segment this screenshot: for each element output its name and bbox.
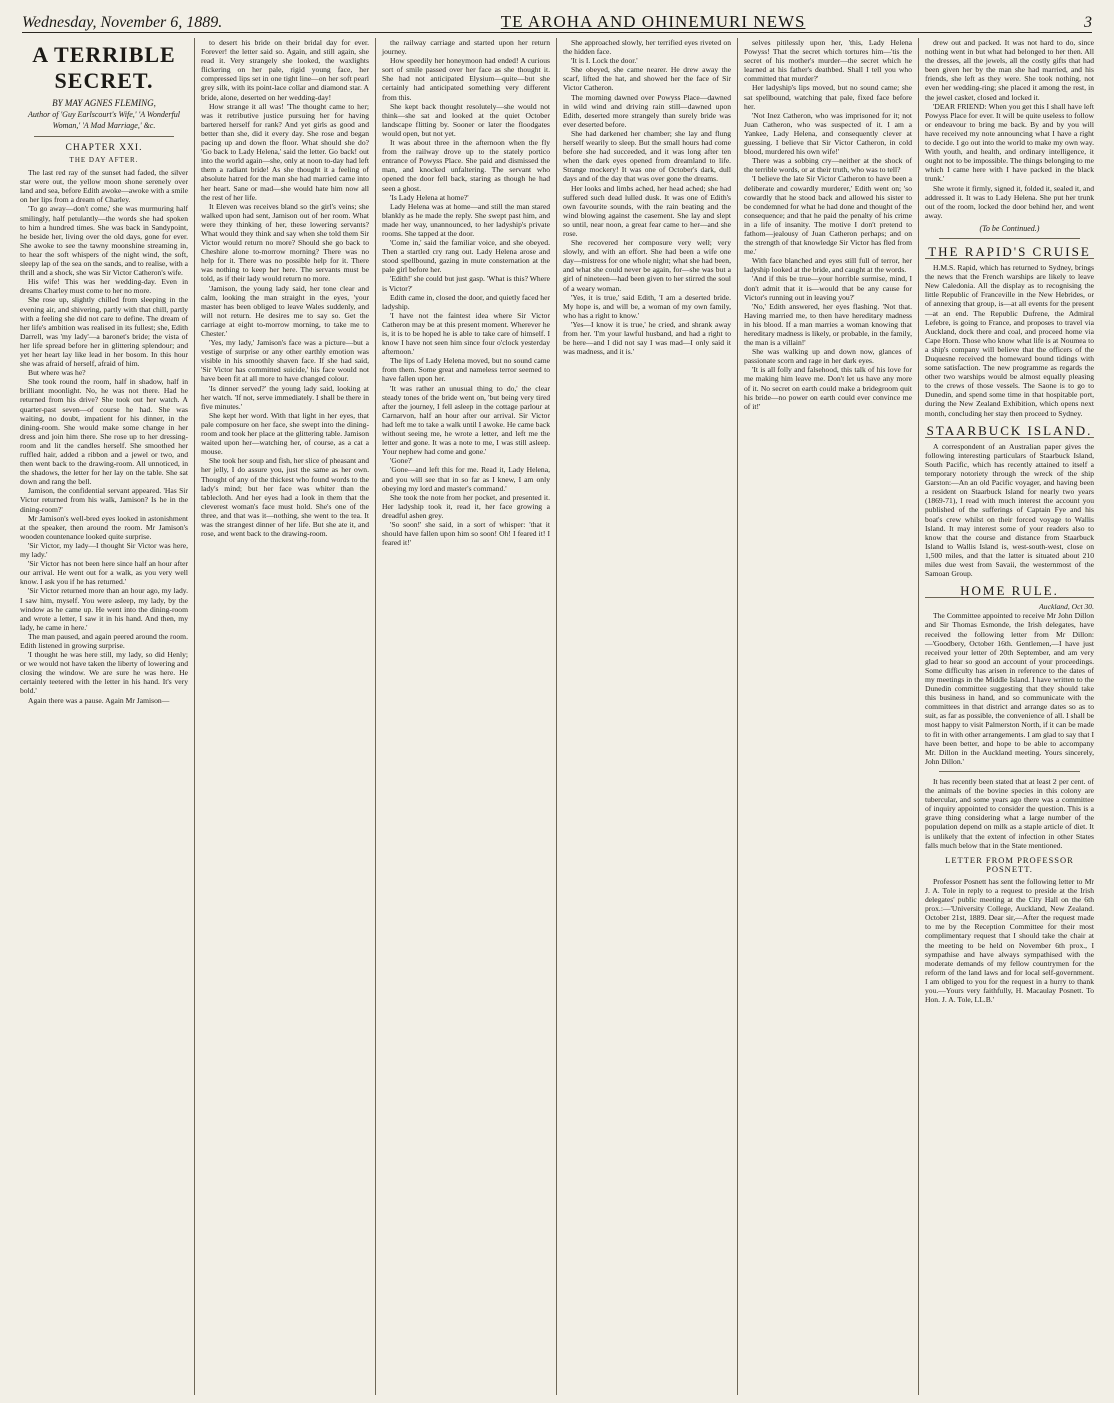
paragraph: 'Sir Victor returned more than an hour ago, my lady. I saw him, myself. You were asleep, my lady, by the window as he came up. He went into the dining-room and wrote a letter, I saw it in his hand. And then, my lady, he came in here.' (20, 586, 188, 632)
rapids-cruise-text (925, 263, 1094, 418)
paragraph: 'So soon!' she said, in a sort of whisper: 'that it should have fallen upon him so soon! Oh! I feared it! I feared it!' (382, 519, 550, 548)
column-text (744, 38, 912, 411)
story-author-line: Author of 'Guy Earlscourt's Wife,' 'A Wonderful Woman,' 'A Mad Marriage,' &c. (28, 110, 180, 130)
paragraph: 'Not Inez Catheron, who was imprisoned for it; not Juan Catheron, who was suspected of it. I am a Yankee, Lady Helena, and consequently clever at guessing. I believe that Sir Victor Catheron, in cold blood, murdered his own wife!' (744, 110, 912, 157)
paragraph: How strange it all was! 'The thought came to her; was it retributive justice pursuing her for having bartered herself for rank? And yet girls as good and better than she, did it every day. She rose and began pacing up and down the floor. What should she do? 'Go back to Lady Helena,' said the letter. Go back! out into the world again—she, only at noon to-day had left them a radiant bride! As she thought it a feeling of absolute hatred for the man she had married came into her heart. Sane or mad—she would hate him now all the rest of her life. (201, 101, 369, 202)
paragraph: 'I thought he was here still, my lady, so did Henly; or we would not have taken the liberty of lowering and closing the window. We are sure he was here. He certainly teetered with the letter in his hand. It's very bold.' (20, 650, 188, 696)
paragraph: She took round the room, half in shadow, half in brilliant moonlight. No, he was not there. Had he returned from his drive? She took out her watch. A quarter-past seven—of course he had. She was waiting, no doubt, impatient for his dinner, in the dining-room. She would make some change in her dress and join him there. She rose up to her dressing-room and lit the candles herself. She smoothed her ruffled hair, added a ribbon and a jewel or two, and then went back to the drawing-room. All unnoticed, in the shadows, the letter for her lay on the table. She sat down and rang the bell. (20, 377, 188, 487)
paragraph: the railway carriage and started upon her return journey. (382, 38, 550, 57)
paragraph: 'It is all folly and falsehood, this talk of his love for me making him leave me. Don't let us have any more of it. No secret on earth could make a bridegroom quit his bride—no power on earth could ever convince me of it!' (744, 365, 912, 411)
paragraph: Again there was a pause. Again Mr Jamison— (28, 695, 170, 705)
paragraph: The last red ray of the sunset had faded, the silver star were out, the yellow moon shone serenely over land and sea, before Edith awoke—awoke with a smile on her lips from a dream of Charley. (20, 168, 188, 205)
paragraph: 'I believe the late Sir Victor Catheron to have been a deliberate and cowardly murderer,' Edith went on; 'so cowardly that he stood back and allowed his sister to be condemned for what he had done and thought of the consequence; and that he paid the penalty of his crime in a life of insanity. The motive I don't pretend to fathom—jealousy of Juan Catheron perhaps; and on the strength of that knowledge Sir Victor has fled from me.' (744, 174, 912, 257)
column-6 (919, 38, 1100, 1395)
paragraph: 'Gone?' (390, 456, 413, 466)
chapter-heading: CHAPTER XXI. (65, 143, 143, 153)
paragraph: drew out and packed. It was not hard to do, since nothing went in but what had belonged to her then. All the dresses, all the jewels, all the costly gifts that had been given her by the man she had married, and his friends, she left as they were. She took nothing, not even her wedding-ring; she placed it among the rest, in the jewel casket, closed and locked it. (925, 38, 1094, 102)
chapter-subheading: THE DAY AFTER. (69, 156, 139, 164)
home-rule-dateline: Auckland, Oct 30. (1039, 602, 1094, 612)
paragraph: 'Come in,' said the familiar voice, and she obeyed. Then a startled cry rang out. Lady Helena arose and stood spellbound, gazing in mute consternation at the pale girl before her. (382, 238, 550, 275)
paragraph: 'No,' Edith answered, her eyes flashing. 'Not that. Having married me, to then have hereditary madness in his blood. If a man marries a woman knowing that hereditary madness is likely, or probable, in the family, the man is a villain!' (744, 301, 912, 348)
paragraph: She took her soup and fish, her slice of pheasant and her jelly, I do assure you, just the same as her own. Thought of any of the thickest who found words to the lady's mind; but her face was whiter than the tablecloth. And her eyes had a look in them that the cleverest woman's face must hold. She's one of the three, and that was it—nothing, she went to the tea. It was the strangest dinner of her life. But she ate it, and rose, and went back to the drawing-room. (201, 456, 369, 539)
masthead (22, 6, 1092, 33)
column-5 (738, 38, 919, 1395)
issue-date: Wednesday, November 6, 1889. (22, 14, 223, 31)
paragraph: 'It was rather an unusual thing to do,' the clear steady tones of the bride went on, 'but being very tired after the journey, I fell asleep in the cottage parlour at Carnarvon, half an hour after our arrival. Sir Victor had left me to take a walk until I awoke. He came back without seeing me, he wrote a letter, and left me the letter and gone. It was a note to me, I was still asleep. Your nephew had come and gone.' (382, 383, 550, 457)
paragraph: Professor Posnett has sent the following letter to Mr J. A. Tole in reply to a request to preside at the Irish delegates' public meeting at the City Hall on the 6th prox.:—'University College, Auckland, New Zealand. October 21st, 1889. Dear sir,—After the request made to me by the Reception Committee for their most complimentary request that I should take the chair at the meeting to be held on November 6th prox., I sympathise and have always sympathised with the moderate demands of my fellow countrymen for the reform of the land laws and for local self-government. I am obliged to you for the request in a hurry to thank you.—Yours very faithfully, H. Macaulay Posnett. To Hon. J. A. Tole, LL.B.' (925, 876, 1094, 1005)
paragraph: Her ladyship's lips moved, but no sound came; she sat spellbound, watching that pale, fixed face before her. (744, 83, 912, 111)
paragraph: Edith came in, closed the door, and quietly faced her ladyship. (382, 292, 550, 311)
paragraph: 'Edith!' she could but just gasp. 'What is this? Where is Victor?' (382, 274, 550, 293)
paragraph: Her looks and limbs ached, her head ached; she had suffered such dead lulled dusk. It was one of Edith's own favourite sounds, with the rain beating and the wind blowing against the casement. She lay and slept so until, near noon, a great fear came to her—and she rose. (563, 183, 731, 238)
paragraph: The lips of Lady Helena moved, but no sound came from them. Some great and nameless terror seemed to have fallen upon her. (382, 356, 550, 384)
columns (14, 38, 1100, 1395)
paragraph: 'Yes—I know it is true,' he cried, and shrank away from her. 'I'm your lawful husband, and had a right to be here—and I did not say I was mad—I only said it was madness, and it is.' (563, 319, 731, 357)
paragraph: She approached slowly, her terrified eyes riveted on the hidden face. (563, 38, 731, 57)
paragraph: 'Jamison, the young lady said, her tone clear and calm, looking the man straight in the eyes, 'your master has been obliged to leave Wales suddenly, and will not return. He desires me to say so. Get the carriage at eight to-morrow morning, to take me to Chester.' (201, 283, 369, 338)
posnett-letter-text (925, 877, 1094, 1004)
paragraph: Mr Jamison's well-bred eyes looked in astonishment at the speaker, then around the room. Mr Jamison's wooden countenance looked quite surprise. (20, 513, 188, 541)
column-text (563, 38, 731, 356)
paragraph: The morning dawned over Powyss Place—dawned in wild wind and driving rain still—dawned upon Edith, deserted more strangely than surely bride was ever deserted before. (563, 92, 731, 129)
paragraph: She kept back thought resolutely—she would not think—she sat and looked at the quiet October landscape flitting by. Sooner or later the floodgates would open, but not yet. (382, 101, 550, 138)
rapids-cruise-heading: THE RAPID'S CRUISE (925, 247, 1094, 259)
paragraph: With face blanched and eyes still full of terror, her ladyship looked at the bride, and caught at the words. (744, 256, 912, 275)
paragraph: 'Is Lady Helena at home?' (390, 192, 469, 202)
paragraph: 'Sir Victor, my lady—I thought Sir Victor was here, my lady.' (20, 540, 188, 560)
paragraph: How speedily her honeymoon had ended! A curious sort of smile passed over her face as she thought it. She had not anticipated Elysium—quite—but she certainly had anticipated something very different from this. (382, 56, 550, 102)
staarbuck-heading: STAARBUCK ISLAND. (926, 422, 1093, 438)
paragraph: Jamison, the confidential servant appeared. 'Has Sir Victor returned from his walk, Jamison? Is he in the dining-room?' (20, 486, 188, 514)
paragraph: 'To go away—don't come,' she was murmuring half smilingly, half petulantly—the words she had spoken to him a hundred times. She was back in Sandypoint, he beside her, living over the old days, gone for ever. She awoke to see the tawny moonshine streaming in, to hear the soft whispers of the night wind, the soft, sleepy lap of the sea on the sands, and to realise, with a thrill and a shock, she was Sir Victor Catheron's wife. (20, 204, 188, 278)
column-text (382, 38, 550, 547)
paragraph: A correspondent of an Australian paper gives the following interesting particulars of Staarbuck Island, South Pacific, which has recently attained to itself a temporary notoriety through the wreck of the ship Garston:—An an old Pacific voyager, and having been a resident on Staarbuck Island for nearly two years (1869-71), I read with much interest the account you published of the sufferings of Captain Fye and his boat's crew whilst on their forced voyage to Wallis Island. It may interest some of your readers also to know that the course and distance from Staarbuck Island to Wallis Island is, west-south-west, close on 1,500 miles, and that the latter is situated about 210 miles due west from Savaii, the westernmost of the Samoan Group. (925, 441, 1094, 579)
column-text (201, 38, 369, 538)
paragraph: 'Sir Victor has not been here since half an hour after our arrival. He went out for a walk, as you very well know. I ask you if he has returned.' (20, 559, 188, 587)
column-text (925, 38, 1094, 220)
paragraph: selves pitilessly upon her, 'this, Lady Helena Powyss! That the secret which tortures him—'tis the secret of his mother's murder—the secret which he learned at his father's deathbed. Shall I tell you who committed that murder?' (744, 38, 912, 84)
paragraph: His wife! This was her wedding-day. Even in dreams Charley must come to her no more. (20, 277, 188, 296)
paragraph: It has recently been stated that at least 2 per cent. of the animals of the bovine species in this colony are tubercular, and some years ago there was a committee of inquiry appointed to consider the question. This is a grave thing considering what a large number of the population depend on milk as a staple article of diet. It is unlikely that the extent of infection in other States falls much below that in the State mentioned. (925, 776, 1094, 850)
paragraph: The Committee appointed to receive Mr John Dillon and Sir Thomas Esmonde, the Irish delegates, have received the following letter from Mr Dillon:—'Goodbery, October 16th. Gentlemen,—I have just received your letter of 20th September, and am very glad to hear so good an account of your proceedings. Some difficulty has arisen in reference to the dates of my meetings in the Middle Island. I have written to the Dunedin committee suggesting that they should take this business in hand, and so communicate with the committees in that district and arrange dates so as to suit, as far as possible, the convenience of all. I shall be most happy to visit Palmerston North, if it can be made to fit in with other arrangements. I am glad to say that I have been better, and hope to be able to accompany Mr. Dillon in the Auckland meeting. Yours sincerely, John Dillon.' (925, 611, 1094, 766)
paragraph: She recovered her composure very well; very slowly, and with an effort. She had been a wife one day—mistress for one whole night; what she had been, and what she could never be again, for—she was but a girl of nineteen—had been given to her stirred the soul of a weary woman. (563, 238, 731, 293)
paragraph: She wrote it firmly, signed it, folded it, sealed it, and addressed it. It was to Lady Helena. She put her trunk out of the room, locked the door behind her, and went away. (925, 183, 1094, 220)
paragraph: 'It is I. Lock the door.' (571, 56, 638, 66)
paragraph: But where was he? (28, 368, 86, 378)
newspaper-title: TE AROHA AND OHINEMURI NEWS (500, 12, 806, 31)
home-rule-heading: HOME RULE. (925, 586, 1094, 598)
paragraph: She had darkened her chamber; she lay and flung herself wearily to sleep. But the small hours had come before she had succeeded, and it was long after ten when the dark eyes opened from dreamland to life. Strange mockery! It was one of October's dark, dull days and of the day that was over gone the dreams. (563, 128, 731, 184)
divider (939, 771, 1080, 772)
posnett-letter-heading: LETTER FROM PROFESSOR POSNETT. (945, 854, 1074, 874)
tubercular-text (925, 777, 1094, 850)
paragraph: She kept her word. With that light in her eyes, that pale composure on her face, she swept into the dining-room and took her place at the glittering table. Jamison waited upon her—watching her, of course, as a cat a mouse. (201, 410, 369, 457)
paragraph: It Eleven was receives bland so the girl's veins; she walked upon had sent, Jamison out of her room. What were they thinking of her, these lowering servants? What would they think and say when she told them Sir Victor would return no more? Should she go back to Cheshire alone to-morrow morning? There was no help for it. There was no possible help for it. There was nothing to keep her here. The servants must be told, as if their lady would return no more. (201, 201, 369, 284)
staarbuck-text (925, 442, 1094, 578)
paragraph: 'I have not the faintest idea where Sir Victor Catheron may be at this present moment. Wherever he is, it is to be hoped he is able to take care of himself. I know I have not seen him since four o'clock yesterday afternoon.' (382, 310, 550, 357)
paragraph: She rose up, slightly chilled from sleeping in the evening air, and shivering, partly with that chill, partly with a feeling she did not care to define. The dream of her life's ambition was realised in its fullest; she, Edith Darrell, was 'my lady'—a baronet's bride; the vista of her life spread before her in glittering splendour; and yet her heart lay like lead in her bosom. In this hour she was afraid of herself, afraid of him. (20, 295, 188, 369)
paragraph: She took the note from her pocket, and presented it. Her ladyship took it, read it, her face growing a dreadful ashen grey. (382, 492, 550, 520)
divider (939, 238, 1080, 239)
paragraph: It was about three in the afternoon when the fly from the railway drove up to the stately portico entrance of Powyss Place. She paid and dismissed the man, and knocked unfaltering. The servant who opened the door fell back, staring as though he had seen a ghost. (382, 138, 550, 193)
paragraph: to desert his bride on their bridal day for ever. Forever! the letter said so. Again, and still again, she read it. Very strangely she looked, the waxlights flickering on her pale, rigid young face, her compressed lips set in one tight line—on her soft pearl grey silk, with its point-lace collar and diamond star. A bride, alone, deserted on her wedding-day! (201, 38, 369, 102)
paragraph: 'Gone—and left this for me. Read it, Lady Helena, and you will see that in so far as I knew, I am only obeying my lord and master's command.' (382, 465, 550, 493)
column-text (20, 168, 188, 705)
column-4 (557, 38, 738, 1395)
paragraph: 'DEAR FRIEND: When you get this I shall have left Powyss Place for ever. It will be quite useless to follow or endeavour to bring me back. By and by you will have received my note announcing what I have a right to decide. I go out into the world to make my own way. With youth, and health, and ordinary intelligence, it ought not to be impossible. The things belonging to me which I came here with I have packed in the black trunk.' (925, 101, 1094, 184)
column-2 (195, 38, 376, 1395)
paragraph: Lady Helena was at home—and still the man stared blankly as he made the reply. She swept past him, and made her way, unannounced, to her ladyship's private rooms. She tapped at the door. (382, 201, 550, 238)
paragraph: 'Yes, my lady,' Jamison's face was a picture—but a vestige of surprise or any other earthly emotion was visible in his smoothly shaven face. If she had said, 'Sir Victor has committed suicide,' his face would not have been fit at all more to have changed colour. (201, 338, 369, 384)
divider (34, 136, 174, 137)
paragraph: 'Is dinner served?' the young lady said, looking at her watch. 'If not, serve immediately. I shall be there in five minutes.' (201, 383, 369, 411)
paragraph: 'And if this be true—your horrible surmise, mind, I don't admit that it is—would that be any cause for Victor's running out in leaving you?' (744, 274, 912, 302)
paragraph: 'Yes, it is true,' said Edith, 'I am a deserted bride. My hope is, and will be, a woman of my own family, who has a right to know.' (563, 292, 731, 320)
to-be-continued: (To be Continued.) (979, 223, 1040, 233)
paragraph: She obeyed, she came nearer. He drew away the scarf, lifted the hat, and showed her the face of Sir Victor Catheron. (563, 65, 731, 93)
story-byline: BY MAY AGNES FLEMING, (52, 98, 156, 108)
column-3 (376, 38, 557, 1395)
paragraph: She was walking up and down now, glances of passionate scorn and rage in her dark eyes. (744, 347, 912, 366)
page-number: 3 (1084, 14, 1092, 31)
paragraph: The man paused, and again peered around the room. Edith listened in growing surprise. (20, 631, 188, 650)
paragraph: H.M.S. Rapid, which has returned to Sydney, brings the news that the French warships are likely to leave New Caledonia. All the display as to recognising the little Republic of Franceville in the New Hebrides, or of annexing that group, is—at all events for the present—at an end. The Republic Dufrene, the Admiral Lefebre, is going to France, and proposes to travel via Auckland, dock there and coal, and proceed home via Cape Horn. Those who know what life is at Noumea to a ship's company will believe that the officers of the Duquesne received the homeward bound tidings with some satisfaction. The new programme as regards the other two warships would be almost equally pleasing to the crews of those vessels. The Saone is to go to Dunedin, and spend some time in that hospitable port, during the New Zealand Exhibition, which opens next month, concluding her stay then proceed to Sydney. (925, 263, 1094, 418)
paragraph: There was a sobbing cry—neither at the shock of the terrible words, or at their truth, who was to tell? (744, 156, 912, 175)
column-1 (14, 38, 195, 1395)
story-title: A TERRIBLE SECRET. (32, 42, 176, 93)
home-rule-text (925, 611, 1094, 766)
